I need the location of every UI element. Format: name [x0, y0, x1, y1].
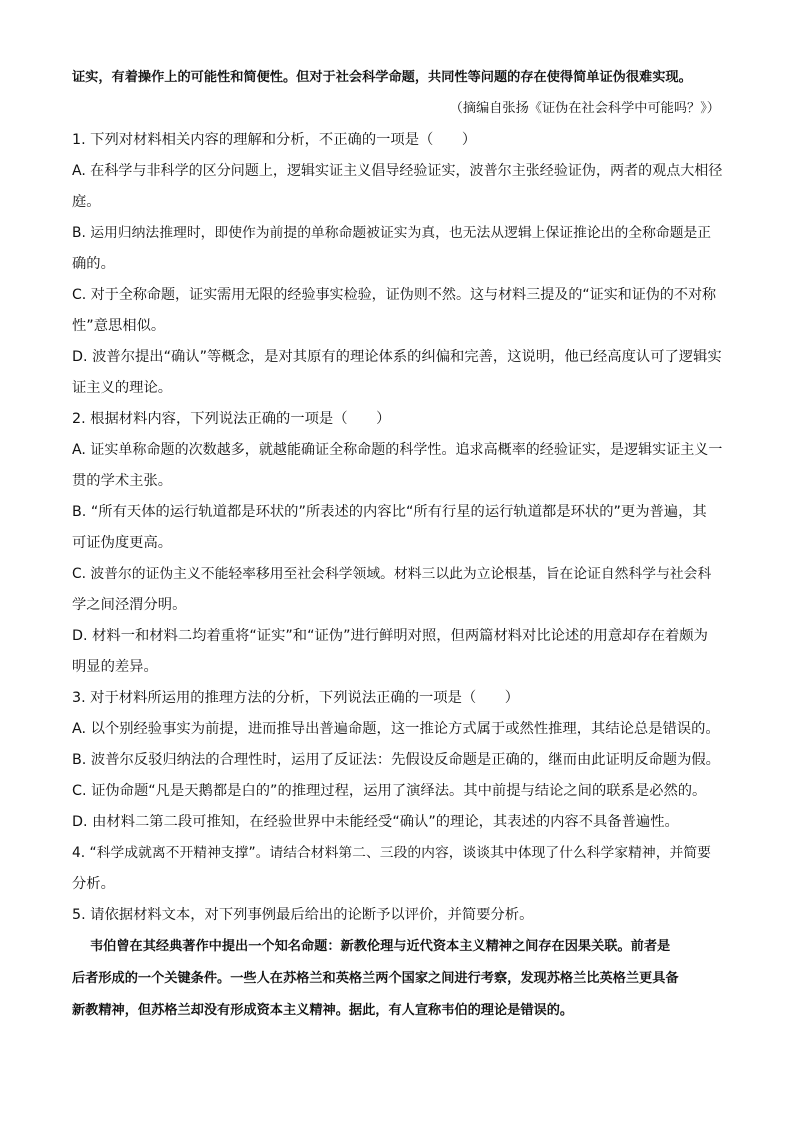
option-line: D. 材料一和材料二均着重将“证实”和“证伪”进行鲜明对照，但两篇材料对比论述的用意却存在着颇为 — [72, 628, 708, 644]
option-line: 明显的差异。 — [72, 659, 158, 675]
option-line: 可证伪度更高。 — [72, 535, 173, 551]
citation: （摘编自张扬《证伪在社会科学中可能吗？》） — [449, 101, 720, 116]
example-passage-line: 韦伯曾在其经典著作中提出一个知名命题：新教伦理与近代资本主义精神之间存在因果关联。前者是 — [90, 939, 671, 954]
option-line: B. “所有天体的运行轨道都是环状的”所表述的内容比“所有行星的运行轨道都是环状的”更为普遍，其 — [72, 504, 707, 520]
example-passage-line: 后者形成的一个关键条件。一些人在苏格兰和英格兰两个国家之间进行考察，发现苏格兰比英格兰更具备 — [72, 971, 679, 986]
option-line: C. 波普尔的证伪主义不能轻率移用至社会科学领域。材料三以此为立论根基，旨在论证自然科学与社会科 — [72, 566, 712, 582]
option-line: C. 对于全称命题，证实需用无限的经验事实检验，证伪则不然。这与材料三提及的“证实和证伪的不对称 — [72, 287, 717, 303]
question-stem: 5. 请依据材料文本，对下列事例最后给出的论断予以评价，并简要分析。 — [72, 907, 534, 923]
question-stem: 2. 根据材料内容，下列说法正确的一项是（ ） — [72, 411, 391, 427]
question-stem: 分析。 — [72, 876, 115, 892]
passage-line: 证实，有着操作上的可能性和简便性。但对于社会科学命题，共同性等问题的存在使得简单证伪很难实现。 — [72, 70, 692, 85]
option-line: 证主义的理论。 — [72, 380, 173, 396]
option-line: A. 以个别经验事实为前提，进而推导出普遍命题，这一推论方式属于或然性推理，其结论总是错误的。 — [72, 721, 720, 737]
option-line: B. 波普尔反驳归纳法的合理性时，运用了反证法：先假设反命题是正确的，继而由此证明反命题为假。 — [72, 752, 720, 768]
question-stem: 4. “科学成就离不开精神支撑”。请结合材料第二、三段的内容，谈谈其中体现了什么科学家精神，并简要 — [72, 845, 711, 861]
example-passage-line: 新教精神，但苏格兰却没有形成资本主义精神。据此，有人宣称韦伯的理论是错误的。 — [72, 1003, 574, 1018]
option-line: 庭。 — [72, 194, 101, 210]
option-line: A. 在科学与非科学的区分问题上，逻辑实证主义倡导经验证实，波普尔主张经验证伪，两者的观点大相径 — [72, 163, 723, 179]
option-line: 贯的学术主张。 — [72, 473, 173, 489]
option-line: D. 波普尔提出“确认”等概念，是对其原有的理论体系的纠偏和完善，这说明，他已经高度认可了逻辑实 — [72, 349, 722, 365]
question-stem: 3. 对于材料所运用的推理方法的分析，下列说法正确的一项是（ ） — [72, 690, 520, 706]
option-line: 性”意思相似。 — [72, 318, 166, 334]
option-line: C. 证伪命题“凡是天鹅都是白的”的推理过程，运用了演绎法。其中前提与结论之间的联系是必然的。 — [72, 783, 707, 799]
option-line: D. 由材料二第二段可推知，在经验世界中未能经受“确认”的理论，其表述的内容不具备普遍性。 — [72, 814, 679, 830]
option-line: 确的。 — [72, 256, 115, 272]
option-line: B. 运用归纳法推理时，即使作为前提的单称命题被证实为真，也无法从逻辑上保证推论出的全称命题是正 — [72, 225, 712, 241]
option-line: A. 证实单称命题的次数越多，就越能确证全称命题的科学性。追求高概率的经验证实，是逻辑实证主义一 — [72, 442, 723, 458]
option-line: 学之间泾渭分明。 — [72, 597, 187, 613]
question-stem: 1. 下列对材料相关内容的理解和分析，不正确的一项是（ ） — [72, 132, 477, 148]
